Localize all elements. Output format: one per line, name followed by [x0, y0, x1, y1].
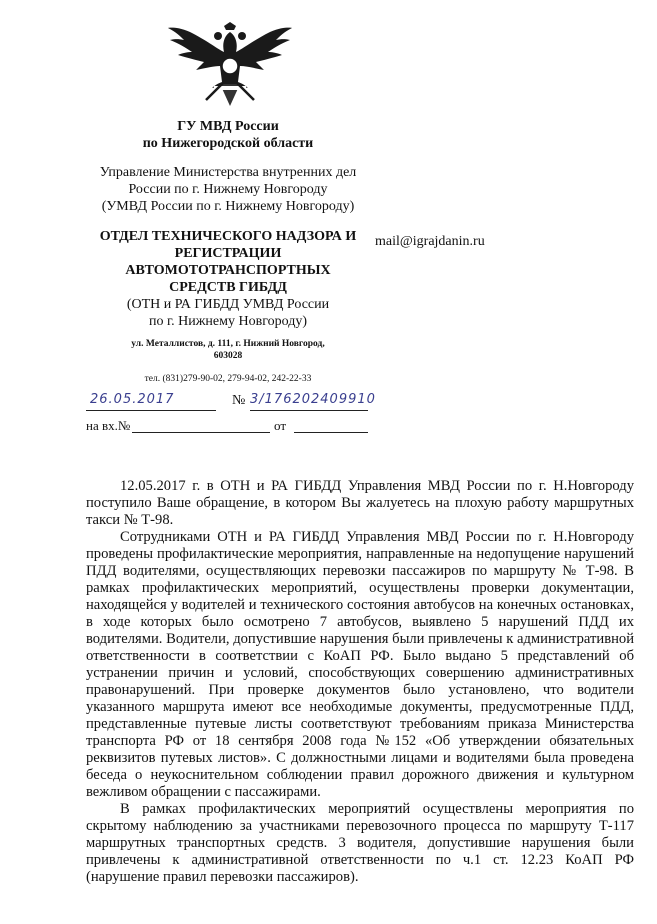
- incoming-reference: [86, 418, 368, 436]
- body-paragraph-1: 12.05.2017 г. в ОТН и РА ГИБДД Управления МВД России по г. Н.Новгороду поступило Ваше обращение, в котором Вы жалуетесь на плохую работу маршрутных такси № Т-98.: [86, 478, 634, 528]
- unit-line-5: (ОТН и РА ГИБДД УМВД России: [126, 297, 330, 312]
- agency-name: ГУ МВД России: [177, 119, 279, 134]
- incoming-number-underline: [132, 432, 270, 433]
- date-underline: [86, 410, 216, 411]
- agency-header: [78, 118, 378, 152]
- phones-block: [78, 373, 378, 385]
- phone-numbers: тел. (831)279-90-02, 279-94-02, 242-22-33: [144, 374, 312, 384]
- unit-line-6: по г. Нижнему Новгороду): [149, 314, 307, 329]
- from-label: от: [274, 418, 287, 433]
- letter-body: [86, 478, 634, 886]
- department-line-1: Управление Министерства внутренних дел: [99, 165, 357, 180]
- recipient-email: mail@igrajdanin.ru: [375, 234, 485, 249]
- outgoing-reference: [86, 392, 376, 410]
- incoming-date-underline: [294, 432, 368, 433]
- address-line-2: 603028: [213, 351, 243, 361]
- department-line-3: (УМВД России по г. Нижнему Новгороду): [101, 199, 355, 214]
- handwritten-number: 3/176202409910: [250, 392, 376, 407]
- handwritten-date: 26.05.2017: [90, 392, 175, 407]
- unit-line-4: СРЕДСТВ ГИБДД: [169, 280, 287, 295]
- address-line-1: ул. Металлистов, д. 111, г. Нижний Новгород,: [131, 339, 325, 349]
- unit-header: [78, 228, 378, 330]
- unit-line-3: АВТОМОТОТРАНСПОРТНЫХ: [125, 263, 331, 278]
- number-label: №: [232, 393, 246, 408]
- number-underline: [250, 410, 368, 411]
- incoming-label: на вх.№: [86, 418, 131, 433]
- body-paragraph-3: В рамках профилактических мероприятий осуществлены мероприятия по скрытому наблюдению за участниками перевозочного процесса по маршруту Т-117 маршрутных транспортных средств. 3 водителя, допустившие нарушения были привлечены к административной ответственности по ч.1 ст. 12.23 КоАП РФ (нарушение правил перевозки пассажиров).: [86, 801, 634, 885]
- agency-region: по Нижегородской области: [142, 136, 314, 151]
- unit-line-2: РЕГИСТРАЦИИ: [174, 246, 282, 261]
- mvd-eagle-emblem-icon: [166, 22, 294, 108]
- unit-line-1: ОТДЕЛ ТЕХНИЧЕСКОГО НАДЗОРА И: [99, 229, 357, 244]
- department-header: [78, 164, 378, 215]
- department-line-2: России по г. Нижнему Новгороду: [128, 182, 328, 197]
- body-paragraph-2: Сотрудниками ОТН и РА ГИБДД Управления МВД России по г. Н.Новгороду проведены профилактические мероприятия, направленные на недопущение нарушений ПДД водителями, осуществляющих перевозки пассажиров по маршруту № Т-98. В рамках профилактических мероприятий, осуществлены проверки документации, находящейся у водителей и технического состояния автобусов на конечных остановках, в ходе которых было осмотрено 7 автобусов, выявлено 5 нарушений ПДД их водителями. Водители, допустившие нарушения были привлечены к административной ответственности в соответствии с КоАП РФ. Было выдано 5 представлений об устранении причин и условий, способствующих совершению административных правонарушений. При проверке документов было установлено, что водители указанного маршрута имеют все необходимые документы, предусмотренные ПДД, представленные путевые листы соответствуют требованиям приказа Министерства транспорта РФ от 18 сентября 2008 года №152 «Об утверждении обязательных реквизитов путевых листов». С должностными лицами и водителями была проведена беседа о неукоснительном соблюдении правил дорожного движения и культурном вежливом обращении с пассажирами.: [86, 529, 634, 800]
- address-block: [78, 338, 378, 362]
